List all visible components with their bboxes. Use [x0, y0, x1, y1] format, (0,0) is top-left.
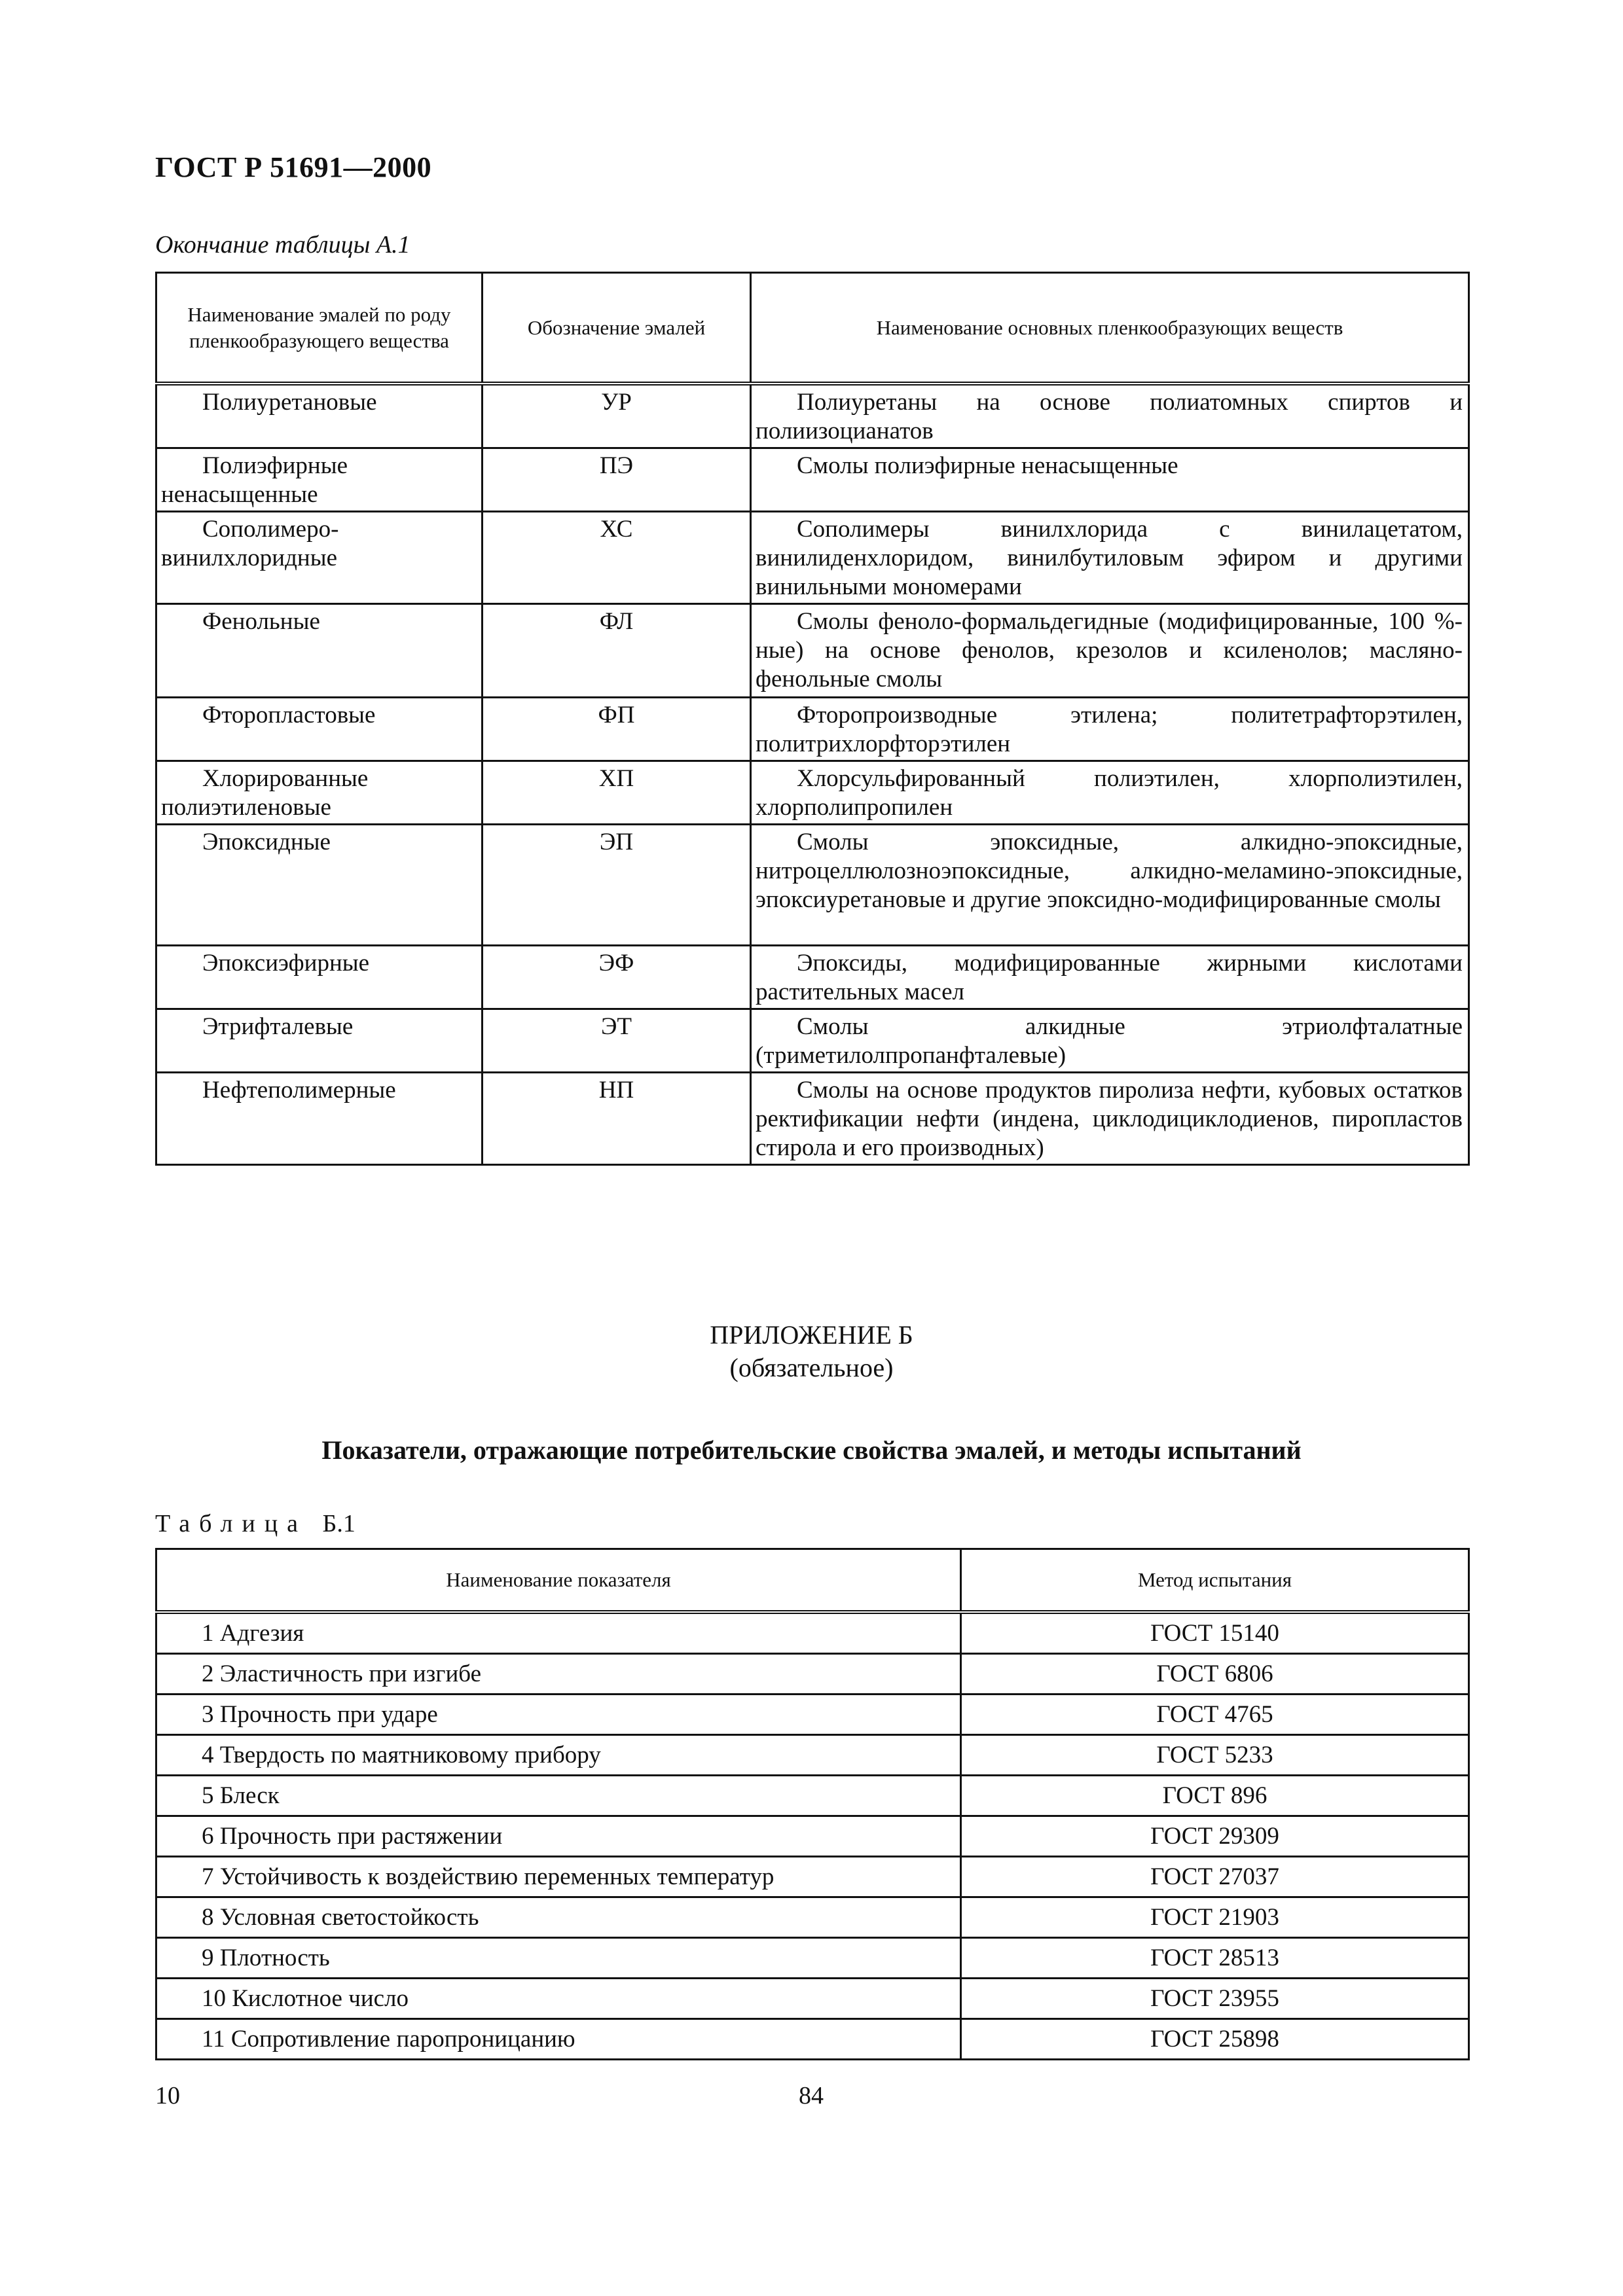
enamel-code-cell: НП — [483, 1073, 751, 1165]
table-row — [156, 1857, 1469, 1897]
method-cell: ГОСТ 15140 — [961, 1612, 1469, 1654]
table-b1-caption-word: Таблица — [155, 1510, 308, 1537]
table-row — [156, 1979, 1469, 2019]
table-row — [156, 698, 1469, 761]
table-row — [156, 1735, 1469, 1776]
column-header-enamel-code: Обозначение эмалей — [483, 273, 751, 384]
table-row — [156, 1695, 1469, 1735]
method-cell: ГОСТ 6806 — [961, 1654, 1469, 1695]
enamel-name-cell: Сополимеро-винилхлоридные — [156, 512, 483, 604]
table-b1-caption-number: Б.1 — [322, 1510, 356, 1537]
column-header-film-substances: Наименование основных пленкообразующих веществ — [751, 273, 1469, 384]
test-methods-table — [155, 1548, 1470, 2060]
document-header: ГОСТ Р 51691—2000 — [155, 151, 432, 183]
method-cell: ГОСТ 21903 — [961, 1897, 1469, 1938]
table-b1-caption — [155, 1509, 356, 1538]
enamel-code-cell: УР — [483, 384, 751, 448]
table-row — [156, 384, 1469, 448]
table-row — [156, 1938, 1469, 1979]
film-substance-cell: Хлорсульфированный полиэтилен, хлорполиэтилен, хлорполипропилен — [751, 761, 1469, 825]
appendix-title: ПРИЛОЖЕНИЕ Б — [710, 1320, 913, 1350]
indicator-cell: 4 Твердость по маятниковому прибору — [156, 1735, 961, 1776]
table-row — [156, 946, 1469, 1009]
enamel-code-cell: ХС — [483, 512, 751, 604]
table-row — [156, 2019, 1469, 2060]
enamel-name-cell: Этрифталевые — [156, 1009, 483, 1073]
indicator-cell: 7 Устойчивость к воздействию переменных температур — [156, 1857, 961, 1897]
enamel-code-cell: ЭТ — [483, 1009, 751, 1073]
film-substance-cell: Смолы феноло-формальдегидные (модифицированные, 100 %-ные) на основе фенолов, крезолов и ксиленолов; масляно-фенольные смолы — [751, 604, 1469, 698]
table-row — [156, 512, 1469, 604]
table-row — [156, 825, 1469, 946]
method-cell: ГОСТ 5233 — [961, 1735, 1469, 1776]
film-substance-cell: Смолы на основе продуктов пиролиза нефти, кубовых остатков ректификации нефти (индена, циклодициклодиенов, пиропластов стирола и его производных) — [751, 1073, 1469, 1165]
method-cell: ГОСТ 27037 — [961, 1857, 1469, 1897]
enamel-code-cell: ФЛ — [483, 604, 751, 698]
method-cell: ГОСТ 28513 — [961, 1938, 1469, 1979]
method-cell: ГОСТ 896 — [961, 1776, 1469, 1816]
enamel-name-cell: Фенольные — [156, 604, 483, 698]
indicator-cell: 9 Плотность — [156, 1938, 961, 1979]
enamel-code-cell: ПЭ — [483, 448, 751, 512]
film-substance-cell: Сополимеры винилхлорида с винилацетатом, винилиденхлоридом, винилбутиловым эфиром и другими винильными мономерами — [751, 512, 1469, 604]
film-substance-cell: Полиуретаны на основе полиатомных спиртов и полиизоцианатов — [751, 384, 1469, 448]
enamel-code-cell: ЭП — [483, 825, 751, 946]
film-substance-cell: Смолы эпоксидные, алкидно-эпоксидные, нитроцеллюлозноэпоксидные, алкидно-меламино-эпоксидные, эпоксиуретановые и другие эпоксидно-модифицированные смолы — [751, 825, 1469, 946]
film-substance-cell: Смолы алкидные этриолфталатные (триметилолпропанфталевые) — [751, 1009, 1469, 1073]
table-row — [156, 448, 1469, 512]
indicator-cell: 3 Прочность при ударе — [156, 1695, 961, 1735]
enamel-name-cell: Полиуретановые — [156, 384, 483, 448]
method-cell: ГОСТ 29309 — [961, 1816, 1469, 1857]
film-substance-cell: Эпоксиды, модифицированные жирными кислотами растительных масел — [751, 946, 1469, 1009]
indicator-cell: 6 Прочность при растяжении — [156, 1816, 961, 1857]
indicator-cell: 11 Сопротивление паропроницанию — [156, 2019, 961, 2060]
enamel-name-cell: Фторопластовые — [156, 698, 483, 761]
enamel-name-cell: Хлорированные полиэтиленовые — [156, 761, 483, 825]
table-row — [156, 1654, 1469, 1695]
indicator-cell: 8 Условная светостойкость — [156, 1897, 961, 1938]
column-header-enamel-name: Наименование эмалей по роду пленкообразующего вещества — [156, 273, 483, 384]
table-row — [156, 1816, 1469, 1857]
page-number-center: 84 — [799, 2082, 824, 2109]
table-row — [156, 604, 1469, 698]
table-a1-caption: Окончание таблицы А.1 — [155, 231, 410, 259]
film-substance-cell: Фторопроизводные этилена; политетрафторэтилен, политрихлорфторэтилен — [751, 698, 1469, 761]
indicator-cell: 10 Кислотное число — [156, 1979, 961, 2019]
method-cell: ГОСТ 25898 — [961, 2019, 1469, 2060]
indicator-cell: 2 Эластичность при изгибе — [156, 1654, 961, 1695]
enamel-types-table — [155, 272, 1470, 1166]
method-cell: ГОСТ 4765 — [961, 1695, 1469, 1735]
table-row — [156, 1776, 1469, 1816]
method-cell: ГОСТ 23955 — [961, 1979, 1469, 2019]
indicator-cell: 5 Блеск — [156, 1776, 961, 1816]
appendix-heading: Показатели, отражающие потребительские свойства эмалей, и методы испытаний — [321, 1435, 1302, 1465]
enamel-name-cell: Полиэфирные ненасыщенные — [156, 448, 483, 512]
column-header-indicator: Наименование показателя — [156, 1549, 961, 1613]
enamel-name-cell: Эпоксиэфирные — [156, 946, 483, 1009]
table-row — [156, 1897, 1469, 1938]
table-row — [156, 1073, 1469, 1165]
enamel-name-cell: Эпоксидные — [156, 825, 483, 946]
enamel-code-cell: ХП — [483, 761, 751, 825]
column-header-test-method: Метод испытания — [961, 1549, 1469, 1613]
enamel-code-cell: ЭФ — [483, 946, 751, 1009]
page-number-left: 10 — [155, 2082, 180, 2109]
appendix-title-block — [0, 1319, 1623, 1384]
enamel-name-cell: Нефтеполимерные — [156, 1073, 483, 1165]
table-row — [156, 1009, 1469, 1073]
table-header-row — [156, 273, 1469, 384]
table-header-row — [156, 1549, 1469, 1613]
appendix-status: (обязательное) — [729, 1353, 894, 1382]
indicator-cell: 1 Адгезия — [156, 1612, 961, 1654]
table-row — [156, 1612, 1469, 1654]
film-substance-cell: Смолы полиэфирные ненасыщенные — [751, 448, 1469, 512]
table-row — [156, 761, 1469, 825]
enamel-code-cell: ФП — [483, 698, 751, 761]
